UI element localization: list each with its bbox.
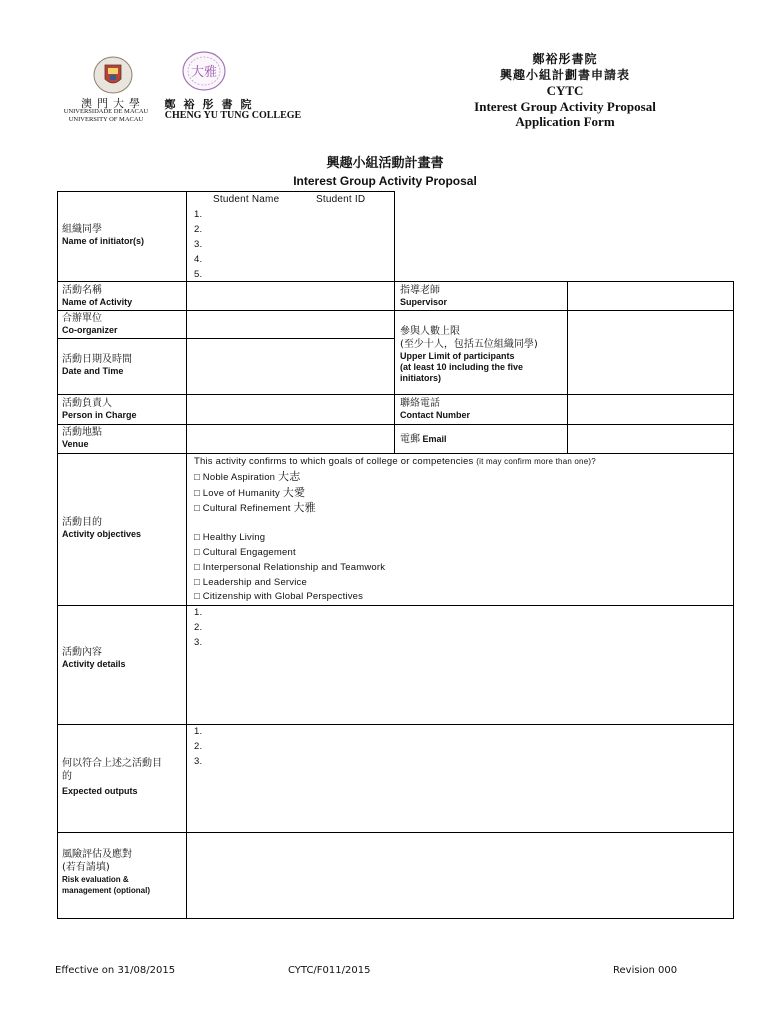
um-name-chinese: 澳門大學	[81, 97, 145, 110]
competency-cultural-engagement-checkbox[interactable]: □ Cultural Engagement	[194, 546, 296, 558]
goal-cultural-refinement-checkbox[interactable]: □ Cultural Refinement 大雅	[194, 501, 316, 515]
initiator-row-3[interactable]: 3.	[194, 239, 203, 250]
initiator-row-5[interactable]: 5.	[194, 269, 203, 280]
risk-evaluation-label: 風險評估及應對 (若有請填) Risk evaluation & management (optional)	[62, 849, 151, 895]
document-title-english: Interest Group Activity Proposal	[293, 174, 477, 188]
email-label: 電郵 Email	[400, 434, 447, 445]
upper-limit-label: 參與人數上限 (至少十人，包括五位組織同學) Upper Limit of participants (at least 10 including the five initiators)	[400, 326, 538, 383]
activity-details-field[interactable]: 1. 2. 3.	[194, 607, 203, 648]
student-name-header: Student Name	[213, 194, 280, 205]
college-name-english: CHENG YU TUNG COLLEGE	[164, 110, 302, 121]
title-line-4: Interest Group Activity Proposal	[474, 98, 656, 114]
initiator-row-1[interactable]: 1.	[194, 209, 203, 220]
competency-teamwork-checkbox[interactable]: □ Interpersonal Relationship and Teamwork	[194, 561, 386, 573]
college-name-chinese: 鄭裕彤書院	[164, 98, 260, 111]
revision-number: Revision 000	[613, 965, 678, 976]
title-line-5: Application Form	[515, 114, 615, 129]
initiators-label: 組織同學 Name of initiator(s)	[62, 224, 145, 246]
activity-details-label: 活動內容 Activity details	[62, 647, 126, 669]
competency-citizenship-checkbox[interactable]: □ Citizenship with Global Perspectives	[194, 591, 364, 603]
objectives-label: 活動目的 Activity objectives	[62, 517, 142, 539]
date-time-field[interactable]	[187, 339, 393, 393]
activity-name-label: 活動名稱 Name of Activity	[62, 285, 133, 307]
co-organizer-field[interactable]	[187, 311, 393, 337]
objectives-content	[194, 455, 596, 605]
expected-outputs-field[interactable]: 1. 2. 3.	[194, 726, 203, 767]
title-line-2: 興趣小組計劃書申請表	[499, 67, 630, 82]
date-time-label: 活動日期及時間 Date and Time	[62, 354, 132, 376]
person-in-charge-field[interactable]	[187, 395, 393, 423]
supervisor-label: 指導老師 Supervisor	[400, 285, 448, 307]
contact-number-field[interactable]	[568, 395, 732, 423]
um-name-latin: UNIVERSIDADE DE MACAU UNIVERSITY OF MACAU	[63, 108, 149, 123]
seal-text: 大雅	[190, 65, 218, 80]
email-field[interactable]	[568, 425, 732, 452]
competency-healthy-living-checkbox[interactable]: □ Healthy Living	[194, 532, 266, 544]
goal-love-of-humanity-checkbox[interactable]: □ Love of Humanity 大愛	[194, 485, 306, 499]
initiator-row-4[interactable]: 4.	[194, 254, 203, 265]
title-line-3: CYTC	[546, 83, 584, 98]
venue-field[interactable]	[187, 425, 393, 452]
objectives-intro: This activity confirms to which goals of college or competencies (it may confirm more than one)?	[194, 456, 596, 467]
initiator-list[interactable]	[194, 207, 202, 282]
risk-evaluation-field[interactable]	[187, 833, 732, 917]
person-in-charge-label: 活動負責人 Person in Charge	[62, 398, 137, 420]
student-id-header: Student ID	[316, 194, 366, 205]
supervisor-field[interactable]	[568, 282, 732, 309]
upper-limit-field[interactable]	[568, 311, 732, 393]
title-line-1: 鄭裕彤書院	[532, 52, 598, 66]
goal-noble-aspiration-checkbox[interactable]: □ Noble Aspiration 大志	[194, 469, 301, 483]
document-title-chinese: 興趣小組活動計畫書	[326, 156, 444, 171]
expected-outputs-label: 何以符合上述之活動目 的 Expected outputs	[62, 758, 162, 796]
initiator-row-2[interactable]: 2.	[194, 224, 203, 235]
effective-date: Effective on 31/08/2015	[55, 965, 176, 976]
competency-leadership-checkbox[interactable]: □ Leadership and Service	[194, 576, 307, 588]
venue-label: 活動地點 Venue	[62, 427, 102, 449]
activity-name-field[interactable]	[187, 282, 393, 309]
contact-number-label: 聯絡電話 Contact Number	[400, 398, 471, 420]
co-organizer-label: 合辦單位 Co-organizer	[62, 313, 118, 335]
form-code: CYTC/F011/2015	[288, 965, 371, 976]
